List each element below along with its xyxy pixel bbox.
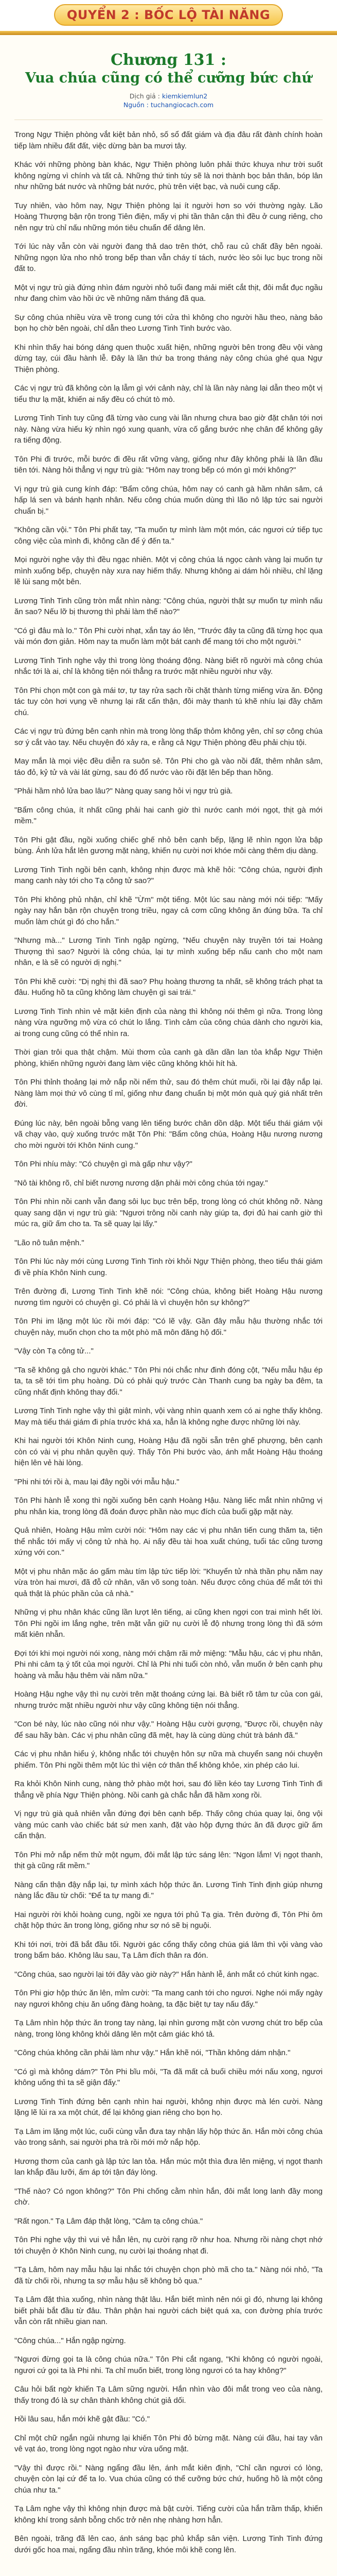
paragraph: Sự công chúa nhiều vừa về trong cung tới cửa thì không cho người hầu theo, nàng bảo bọn họ chờ bên ngoài, chỉ dẫn theo Lương Tinh Tinh bước vào.: [14, 313, 323, 333]
paragraph: "Nô tài không rõ, chỉ biết nương nương dặn phải mời công chúa tới ngay.": [14, 1178, 268, 1188]
paragraph: Trên đường đi, Lương Tinh Tinh khẽ nói: "Công chúa, không biết Hoàng Hậu nương nương tìm người có chuyện gì. Có phải là vì chuyện hôn sự không?": [14, 1287, 323, 1307]
translator-label: Dịch giả :: [129, 92, 160, 100]
paragraph: Chỉ một chữ ngắn ngủi nhưng lại khiến Tôn Phi đỏ bừng mặt. Nàng cúi đầu, hai tay vân vê vạt áo, trong lòng ngọt ngào như vừa uống mật.: [14, 2433, 323, 2453]
paragraph: Một vị ngự trù già đứng nhìn đám người nhỏ tuổi đang mải miết cắt thịt, đôi mắt đục ngầu như đang chìm vào hồi ức về những năm tháng đã qua.: [14, 283, 323, 303]
paragraph: "Có gì đâu mà lo." Tôn Phi cười nhạt, xắn tay áo lên, "Trước đây ta cũng đã từng học qua vài món đơn giản. Hôm nay ta muốn làm một bát canh để mang tới cho một người.": [14, 626, 323, 646]
paragraph: Tôn Phi im lặng một lúc rồi mới đáp: "Có lẽ vậy. Gần đây mẫu hậu thường nhắc tới chuyện này, muốn chọn cho ta một phò mã môn đăng hộ đối.": [14, 1317, 323, 1337]
paragraph: Tôn Phi nhíu mày: "Có chuyện gì mà gấp như vậy?": [14, 1160, 192, 1168]
paragraph: Tới lúc này vẫn còn vài người đang thả dao trên thớt, chỗ rau củ chất đầy bên ngoài. Những ngọn lửa nho nhỏ trong bếp than vẫn cháy tí tách, nước lèo sôi lục bục trong nồi đất to.: [14, 242, 323, 273]
header-band: [0, 0, 337, 31]
paragraph: "Rất ngon." Tạ Lâm đáp thật lòng, "Cảm tạ công chúa.": [14, 2216, 203, 2226]
paragraph: "Ngươi đừng gọi ta là công chúa nữa." Tôn Phi cắt ngang, "Khi không có người ngoài, ngươi cứ gọi ta là Phi nhi. Ta chỉ muốn biết, trong lòng ngươi có ta hay không?": [14, 2355, 323, 2375]
paragraph: Lương Tinh Tinh tuy cũng đã từng vào cung vài lần nhưng chưa bao giờ đặt chân tới nơi này. Nàng vừa hiếu kỳ nhìn ngó xung quanh, vừa cố gắng bước nhẹ chân để không gây ra tiếng động.: [14, 414, 323, 445]
chapter-subtitle: Vua chúa cũng có thể cưỡng bức chứ: [25, 70, 312, 86]
source-credit: [14, 100, 323, 109]
paragraph: Các vị phu nhân hiểu ý, không nhắc tới chuyện hôn sự nữa mà chuyển sang nói chuyện phiếm. Tôn Phi ngồi thêm một lúc thì viện cớ thân thể không khỏe, xin phép cáo lui.: [14, 1750, 323, 1770]
paragraph: Hương thơm của canh gà lập tức lan tỏa. Hắn múc một thìa đưa lên miệng, vị ngọt thanh lan khắp đầu lưỡi, ấm áp tới tận đáy lòng.: [14, 2157, 323, 2177]
paragraph: Bên ngoài, trăng đã lên cao, ánh sáng bạc phủ khắp sân viện. Lương Tinh Tinh đứng dưới gốc hoa mai, ngẩng đầu nhìn trăng, khóe môi khẽ cong lên.: [14, 2534, 323, 2554]
paragraph: Vị ngự trù già quả nhiên vẫn đứng đợi bên cạnh bếp. Thấy công chúa quay lại, ông vội vàng múc canh vào chiếc bát sứ men xanh, đặt vào hộp đựng thức ăn đã được giữ ấm cẩn thận.: [14, 1809, 323, 1840]
paragraph: Lương Tinh Tinh cũng tròn mắt nhìn nàng: "Công chúa, người thật sự muốn tự mình nấu ăn sao? Nếu lỡ bị thương thì phải làm thế nào?": [14, 596, 323, 616]
paragraph: Quả nhiên, Hoàng Hậu mỉm cười nói: "Hôm nay các vị phu nhân tiến cung thăm ta, tiện thể nhắc tới mấy vị công tử nhà họ. Ai nấy đều tài hoa xuất chúng, tuổi tác cũng tương xứng với con.": [14, 1526, 323, 1557]
paragraph: Tôn Phi chọn một con gà mái tơ, tự tay rửa sạch rồi chặt thành từng miếng vừa ăn. Động tác tuy còn hơi vụng về nhưng lại rất cẩn thận, đôi mày thanh tú khẽ nhíu lại đầy chăm chú.: [14, 686, 323, 717]
paragraph: Tôn Phi gật đầu, ngồi xuống chiếc ghế nhỏ bên cạnh bếp, lặng lẽ nhìn ngọn lửa bập bùng. Ánh lửa hắt lên gương mặt nàng, khiến nụ cười nơi khóe môi càng thêm dịu dàng.: [14, 835, 323, 855]
paragraph: Thời gian trôi qua thật chậm. Mùi thơm của canh gà dần dần lan tỏa khắp Ngự Thiện phòng, khiến những người đang làm việc cũng không khỏi hít hà.: [14, 1048, 323, 1068]
paragraph: "Lão nô tuân mệnh.": [14, 1238, 84, 1247]
paragraph: Tôn Phi lúc này mới cùng Lương Tinh Tinh rời khỏi Ngự Thiện phòng, theo tiểu thái giám đi về phía Khôn Ninh cung.: [14, 1257, 323, 1277]
paragraph: Lương Tinh Tinh nhìn vẻ mặt kiên định của nàng thì không nói thêm gì nữa. Trong lòng nàng vừa ngưỡng mộ vừa có chút lo lắng. Tình cảm của công chúa dành cho người kia, ai trong cung cũng có thể nhìn ra.: [14, 1007, 323, 1038]
paragraph: Trong Ngự Thiện phòng vắt kiệt bản nhỏ, số sổ đất giám và địa đâu rất đành chính hoàn tiếp làm nhiều đất đất, việc dừng bàn ba mươi tây.: [14, 130, 323, 150]
paragraph: "Phi nhi tới rồi à, mau lại đây ngồi với mẫu hậu.": [14, 1477, 180, 1486]
paragraph: Tôn Phi giơ hộp thức ăn lên, mỉm cười: "Ta mang canh tới cho ngươi. Nghe nói mấy ngày nay ngươi không chịu ăn uống đàng hoàng, ta đặc biệt tự tay nấu đấy.": [14, 1989, 323, 2009]
paragraph: "Thế nào? Có ngon không?" Tôn Phi chống cằm nhìn hắn, đôi mắt long lanh đầy mong chờ.: [14, 2187, 323, 2207]
paragraph: Đúng lúc này, bên ngoài bỗng vang lên tiếng bước chân dồn dập. Một tiểu thái giám vội vã chạy vào, quỳ xuống trước mặt Tôn Phi: "Bẩm công chúa, Hoàng Hậu nương nương cho mời người tới Khôn Ninh cung.": [14, 1118, 323, 1150]
paragraph: Tôn Phi nghe vậy thì vui vẻ hẳn lên, nụ cười rạng rỡ như hoa. Nhưng rồi nàng chợt nhớ tới chuyện ở Khôn Ninh cung, nụ cười lại thoáng nhạt đi.: [14, 2235, 323, 2256]
volume-title: QUYỂN 2 : BỐC LỘ TÀI NĂNG: [66, 8, 271, 22]
translator-credit: [14, 92, 323, 100]
paragraph: "Con bé này, lúc nào cũng nói như vậy." Hoàng Hậu cười gượng, "Được rồi, chuyện này để sau hãy bàn. Các vị phu nhân cũng đã mệt, hay là cùng dùng chút trà bánh đã.": [14, 1720, 323, 1740]
paragraph: Khi hai người tới Khôn Ninh cung, Hoàng Hậu đã ngồi sẵn trên ghế phượng, bên cạnh còn có vài vị phu nhân quyền quý. Thấy Tôn Phi bước vào, ánh mắt Hoàng Hậu thoáng hiện lên vẻ hài lòng.: [14, 1436, 323, 1467]
header-divider: [0, 31, 337, 35]
paragraph: Khác với những phòng bàn khác, Ngự Thiện phòng luôn phải thức khuya như trời suốt không ngừng vì chính và tất cả. Những thứ tinh túy sẽ là nơi thành bọc bản thân, bóp lân như những bát nước và những bát nước, phù trên việt bạc, và nuôi cung cấp.: [14, 160, 323, 191]
paragraph: Tôn Phi hành lễ xong thì ngồi xuống bên cạnh Hoàng Hậu. Nàng liếc mắt nhìn những vị phu nhân kia, trong lòng đã đoán được phần nào mục đích của buổi gặp mặt này.: [14, 1496, 323, 1516]
paragraph: "Nhưng mà..." Lương Tinh Tinh ngập ngừng, "Nếu chuyện này truyền tới tai Hoàng Thượng thì sao? Người là công chúa, lại tự mình xuống bếp nấu canh cho một nam nhân, e là sẽ có người dị nghị.": [14, 936, 323, 967]
paragraph: "Bẩm công chúa, ít nhất cũng phải hai canh giờ thì nước canh mới ngọt, thịt gà mới mềm.": [14, 805, 323, 825]
paragraph: "Phải hầm nhỏ lửa bao lâu?" Nàng quay sang hỏi vị ngự trù già.: [14, 787, 233, 795]
paragraph: Mọi người nghe vậy thì đều ngạc nhiên. Một vị công chúa lá ngọc cành vàng lại muốn tự mình xuống bếp, chuyện này xưa nay hiếm thấy. Nhưng không ai dám hỏi nhiều, chỉ lặng lẽ lùi sang một bên.: [14, 555, 323, 586]
paragraph: Tôn Phi thỉnh thoảng lại mở nắp nồi nếm thử, sau đó thêm chút muối, rồi lại đậy nắp lại. Nàng làm mọi thứ vô cùng tỉ mỉ, giống như đang chuẩn bị một món quà quý giá nhất trên đời.: [14, 1078, 323, 1109]
paragraph: Tôn Phi nhìn nồi canh vẫn đang sôi lục bục trên bếp, trong lòng có chút không nỡ. Nàng quay sang dặn vị ngự trù già: "Ngươi trông nồi canh này giúp ta, đợi đủ hai canh giờ thì múc ra, giữ ấm cho ta. Ta sẽ quay lại lấy.": [14, 1197, 323, 1228]
chapter-body: [14, 129, 323, 2555]
paragraph: "Tạ Lâm, hôm nay mẫu hậu lại nhắc tới chuyện chọn phò mã cho ta." Nàng nói nhỏ, "Ta đã từ chối rồi, nhưng ta sợ mẫu hậu sẽ không bỏ qua.": [14, 2265, 323, 2285]
paragraph: "Vậy thì được rồi." Nàng ngẩng đầu lên, ánh mắt kiên định, "Chỉ cần ngươi có lòng, chuyện còn lại cứ để ta lo. Vua chúa cũng có thể cưỡng bức chứ, huống hồ là một công chúa như ta.": [14, 2463, 323, 2495]
chapter-title: Chương 131 :: [111, 51, 226, 69]
paragraph: Các vị ngự trù đứng bên cạnh nhìn mà trong lòng thấp thỏm không yên, chỉ sợ công chúa sơ ý cắt vào tay. Nếu chuyện đó xảy ra, e rằng cả Ngự Thiện phòng đều phải chịu tội.: [14, 727, 323, 747]
paragraph: Hồi lâu sau, hắn mới khẽ gật đầu: "Có.": [14, 2415, 150, 2424]
paragraph: "Ta sẽ không gả cho người khác." Tôn Phi nói chắc như đinh đóng cột, "Nếu mẫu hậu ép ta, ta sẽ tới tìm phụ hoàng. Dù có phải quỳ trước Càn Thanh cung ba ngày ba đêm, ta cũng nhất định không thay đổi.": [14, 1365, 323, 1397]
paragraph: Các vị ngự trù đã không còn lạ lẫm gì với cảnh này, chỉ là lần này nàng lại dẫn theo một vị tiểu thư lạ mặt, khiến ai nấy đều có chút tò mò.: [14, 384, 323, 404]
paragraph: Tôn Phi khẽ cười: "Dị nghị thì đã sao? Phụ hoàng thương ta nhất, sẽ không trách phạt ta đâu. Huống hồ ta cũng không làm chuyện gì sai trái.": [14, 977, 323, 997]
paragraph: Câu hỏi bất ngờ khiến Tạ Lâm sững người. Hắn nhìn vào đôi mắt trong veo của nàng, thấy trong đó là sự chân thành không chút giả dối.: [14, 2385, 323, 2405]
source-link[interactable]: tuchangiocach.com: [150, 101, 214, 109]
paragraph: Tạ Lâm im lặng một lúc, cuối cùng vẫn đưa tay nhận lấy hộp thức ăn. Hắn mời công chúa vào trong sảnh, sai người pha trà rồi mới mở nắp hộp.: [14, 2127, 323, 2147]
paragraph: Lương Tinh Tinh ngồi bên cạnh, không nhịn được mà khẽ hỏi: "Công chúa, người định mang canh này tới cho Tạ công tử sao?": [14, 865, 323, 885]
paragraph: Vị ngự trù già cung kính đáp: "Bẩm công chúa, hôm nay có canh gà hầm nhân sâm, cá hấp lá sen và bánh hạnh nhân. Nếu công chúa muốn dùng thì lão nô lập tức sai người chuẩn bị.": [14, 484, 323, 516]
volume-banner: [54, 4, 283, 26]
paragraph: Hai người rời khỏi hoàng cung, ngồi xe ngựa tới phủ Tạ gia. Trên đường đi, Tôn Phi ôm chặt hộp thức ăn trong lòng, giống như sợ nó sẽ bị nguội.: [14, 1910, 323, 1930]
paragraph: Tạ Lâm nhìn hộp thức ăn trong tay nàng, lại nhìn gương mặt còn vương chút tro bếp của nàng, trong lòng không khỏi dâng lên một cảm giác khó tả.: [14, 2019, 323, 2039]
paragraph: Khi tới nơi, trời đã bắt đầu tối. Người gác cổng thấy công chúa giá lâm thì vội vàng vào trong bẩm báo. Không lâu sau, Tạ Lâm đích thân ra đón.: [14, 1940, 323, 1960]
paragraph: "Không cần vội." Tôn Phi phất tay, "Ta muốn tự mình làm một món, các ngươi cứ tiếp tục công việc của mình đi, không cần để ý đến ta.": [14, 526, 323, 546]
paragraph: Tôn Phi mở nắp nếm thử một ngụm, đôi mắt lập tức sáng lên: "Ngon lắm! Vị ngọt thanh, thịt gà cũng rất mềm.": [14, 1850, 323, 1870]
paragraph: May mắn là mọi việc đều diễn ra suôn sẻ. Tôn Phi cho gà vào nồi đất, thêm nhân sâm, táo đỏ, kỷ tử và vài lát gừng, sau đó đổ nước vào rồi đặt lên bếp than hồng.: [14, 757, 323, 777]
paragraph: "Công chúa, sao người lại tới đây vào giờ này?" Hắn hành lễ, ánh mắt có chút kinh ngạc.: [14, 1970, 320, 1979]
paragraph: Tạ Lâm nghe vậy thì không nhịn được mà bật cười. Tiếng cười của hắn trầm thấp, khiến không khí trong sảnh bỗng chốc trở nên nhẹ nhàng hơn hẳn.: [14, 2504, 323, 2524]
paragraph: Tạ Lâm đặt thìa xuống, nhìn nàng thật lâu. Hắn biết mình nên nói gì đó, nhưng lại không biết phải bắt đầu từ đâu. Thân phận hai người cách biệt quá xa, con đường phía trước vẫn còn rất nhiều gian nan.: [14, 2295, 323, 2326]
paragraph: Lương Tinh Tinh nghe vậy thì trong lòng thoáng động. Nàng biết rõ người mà công chúa nhắc tới là ai, chỉ là không tiện nói thẳng ra trước mặt nhiều người như vậy.: [14, 656, 323, 676]
paragraph: Lương Tinh Tinh đứng bên cạnh nhìn hai người, không nhịn được mà lén cười. Nàng lặng lẽ lùi ra xa một chút, để lại không gian riêng cho bọn họ.: [14, 2097, 323, 2117]
paragraph: "Công chúa không cần phải làm như vậy." Hắn khẽ nói, "Thần không dám nhận.": [14, 2048, 291, 2057]
translator-name: kiemkiemlun2: [162, 92, 208, 100]
paragraph: Đợi tới khi mọi người nói xong, nàng mới chậm rãi mở miệng: "Mẫu hậu, các vị phu nhân, Phi nhi cảm tạ ý tốt của mọi người. Chỉ là Phi nhi tuổi còn nhỏ, vẫn muốn ở bên cạnh phụ hoàng và mẫu hậu thêm vài năm nữa.": [14, 1649, 323, 1680]
paragraph: Tuy nhiên, vào hôm nay, Ngự Thiện phòng lại ít người hơn so với thường ngày. Lão Hoàng Thượng bận rộn trong Tiên điện, mấy vị phi tần thân cận thì đều ở cung riêng, cho nên ngự trù chỉ nấu những món tiêu chuẩn để dâng lên.: [14, 201, 323, 232]
paragraph: Nàng cẩn thận đậy nắp lại, tự mình xách hộp thức ăn. Lương Tinh Tinh định giúp nhưng nàng lắc đầu từ chối: "Để ta tự mang đi.": [14, 1880, 323, 1900]
paragraph: Những vị phu nhân khác cũng lần lượt lên tiếng, ai cũng khen ngợi con trai mình hết lời. Tôn Phi ngồi im lắng nghe, trên mặt vẫn giữ nụ cười lễ độ nhưng trong lòng thì đã sớm mất kiên nhẫn.: [14, 1608, 323, 1639]
paragraph: Hoàng Hậu nghe vậy thì nụ cười trên mặt thoáng cứng lại. Bà biết rõ tâm tư của con gái, nhưng trước mặt nhiều người như vậy cũng không tiện nói thẳng.: [14, 1690, 323, 1710]
paragraph: Tôn Phi đi trước, mỗi bước đi đều rất vững vàng, giống như đây không phải là lần đầu tiên tới. Nàng hỏi thẳng vị ngự trù già: "Hôm nay trong bếp có món gì mới không?": [14, 454, 323, 474]
paragraph: "Có gì mà không dám?" Tôn Phi bĩu môi, "Ta đã mất cả buổi chiều mới nấu xong, ngươi không uống thì ta sẽ giận đấy.": [14, 2067, 323, 2087]
paragraph: Khi nhìn thấy hai bóng dáng quen thuộc xuất hiện, những người bên trong đều vội vàng dừng tay, cúi đầu hành lễ. Đây là lần thứ ba trong tháng này công chúa ghé qua Ngự Thiện phòng.: [14, 343, 323, 374]
source-label: Nguồn :: [123, 101, 149, 109]
paragraph: "Vậy còn Tạ công tử...": [14, 1347, 94, 1355]
paragraph: Ra khỏi Khôn Ninh cung, nàng thở phào một hơi, sau đó liền kéo tay Lương Tinh Tinh đi thẳng về phía Ngự Thiện phòng. Nồi canh gà chắc hẳn đã hầm xong rồi.: [14, 1780, 323, 1800]
paragraph: Tôn Phi không phủ nhận, chỉ khẽ "Ừm" một tiếng. Một lúc sau nàng mới nói tiếp: "Mấy ngày nay hắn bận rộn chuyện trong triều, ngay cả cơm cũng không ăn đúng bữa. Ta chỉ muốn làm chút gì đó cho hắn.": [14, 895, 323, 926]
chapter-content: [0, 35, 337, 2576]
paragraph: Lương Tinh Tinh nghe vậy thì giật mình, vội vàng nhìn quanh xem có ai nghe thấy không. May mà tiểu thái giám đi phía trước khá xa, hẳn là không nghe được những lời này.: [14, 1406, 323, 1427]
paragraph: Một vị phu nhân mặc áo gấm màu tím lập tức tiếp lời: "Khuyển tử nhà thần phụ năm nay vừa tròn hai mươi, đã đỗ cử nhân, văn võ song toàn. Nếu được công chúa để mắt tới thì quả thật là phúc phần của cả nhà.": [14, 1567, 323, 1598]
paragraph: "Công chúa..." Hắn ngập ngừng.: [14, 2336, 126, 2345]
